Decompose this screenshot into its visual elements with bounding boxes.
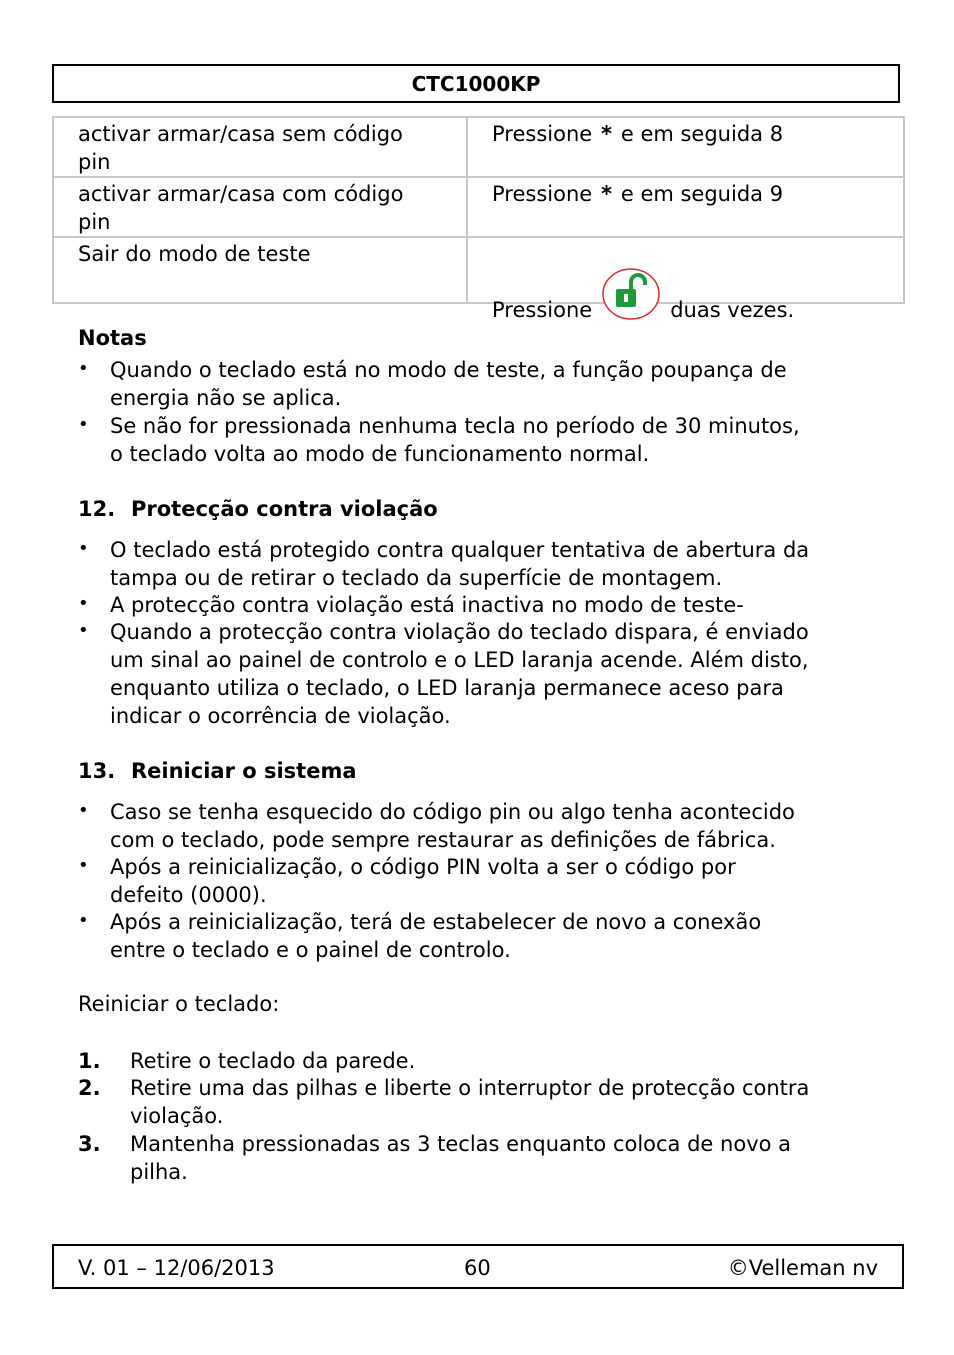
section-number: 13.: [78, 759, 116, 783]
reset-intro: Reiniciar o teclado:: [78, 992, 280, 1016]
document-footer: [52, 1244, 904, 1289]
table-row: [53, 237, 904, 303]
list-item: Quando o teclado está no modo de teste, a função poupança de energia não se aplica.: [110, 358, 787, 410]
list-item: Após a reinicialização, o código PIN volta a ser o código por defeito (0000).: [110, 855, 736, 907]
notes-heading: Notas: [78, 326, 147, 350]
step-number: 1.: [78, 1049, 101, 1073]
list-item: A protecção contra violação está inactiva no modo de teste-: [110, 593, 744, 617]
table-cell-action: Pressione duas vezes.: [467, 237, 904, 303]
asterisk-key: *: [600, 182, 613, 206]
list-item: O teclado está protegido contra qualquer tentativa de abertura da tampa ou de retirar o teclado da superfície de montagem.: [110, 538, 810, 590]
step-number: 2.: [78, 1076, 101, 1100]
table-cell-function: activar armar/casa com código pin: [53, 177, 467, 237]
list-item: Se não for pressionada nenhuma tecla no período de 30 minutos, o teclado volta ao modo de funcionamento normal.: [110, 414, 800, 466]
section-title: Reiniciar o sistema: [131, 759, 357, 783]
list-item: Após a reinicialização, terá de estabelecer de novo a conexão entre o teclado e o painel de controlo.: [110, 910, 762, 962]
command-table: [52, 116, 905, 322]
step-item: Retire o teclado da parede.: [130, 1049, 416, 1073]
bullet: •: [78, 800, 89, 821]
list-item: Quando a protecção contra violação do teclado dispara, é enviado um sinal ao painel de controlo e o LED laranja acende. Além disto, enquanto utiliza o teclado, o LED laranja permanece aceso para indicar o ocorrência de violação.: [110, 620, 809, 728]
table-cell-action: Pressione * e em seguida 9: [467, 177, 904, 237]
bullet: •: [78, 855, 89, 876]
table-cell-action: Pressione * e em seguida 8: [467, 117, 904, 177]
table-row: [53, 177, 904, 237]
page-number: 60: [464, 1256, 491, 1280]
section-title: Protecção contra violação: [131, 497, 438, 521]
table-cell-function: Sair do modo de teste: [53, 237, 467, 303]
footer-version: V. 01 – 12/06/2013: [78, 1256, 275, 1280]
document-header: [52, 64, 900, 103]
bullet: •: [78, 910, 89, 931]
table-row: [53, 117, 904, 177]
bullet: •: [78, 593, 89, 614]
footer-copyright: ©Velleman nv: [727, 1256, 878, 1280]
list-item: Caso se tenha esquecido do código pin ou algo tenha acontecido com o teclado, pode sempre restaurar as definições de fábrica.: [110, 800, 795, 852]
bullet: •: [78, 620, 89, 641]
step-item: Mantenha pressionadas as 3 teclas enquanto coloca de novo a pilha.: [130, 1132, 792, 1184]
section-number: 12.: [78, 497, 116, 521]
header-title: CTC1000KP: [411, 71, 541, 96]
bullet: •: [78, 358, 89, 379]
bullet: •: [78, 414, 89, 435]
bullet: •: [78, 538, 89, 559]
unlock-icon: [602, 268, 660, 320]
asterisk-key: *: [600, 122, 613, 146]
table-cell-function: activar armar/casa sem código pin: [53, 117, 467, 177]
step-item: Retire uma das pilhas e liberte o interruptor de protecção contra violação.: [130, 1076, 810, 1128]
step-number: 3.: [78, 1132, 101, 1156]
